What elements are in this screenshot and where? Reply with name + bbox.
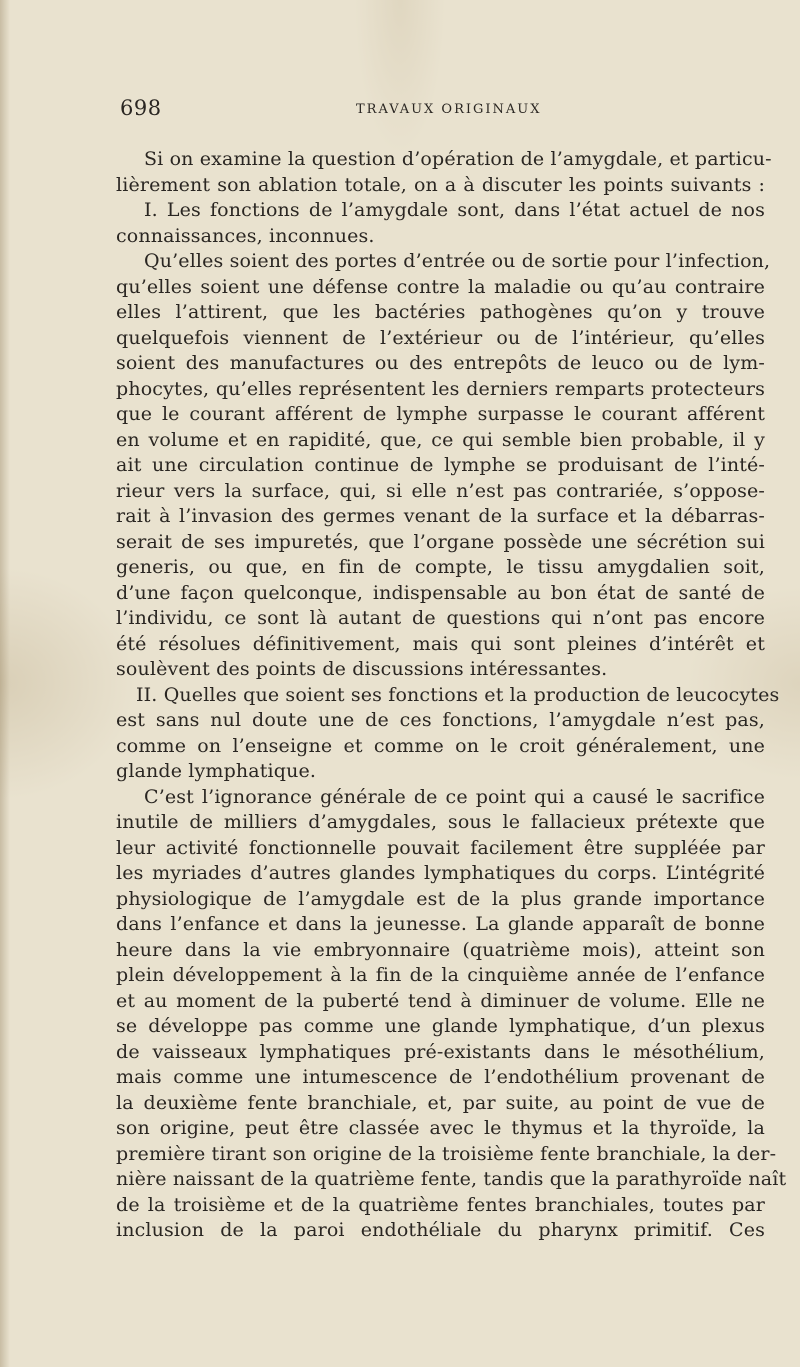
text-line: leur activité fonctionnelle pouvait facilement être suppléée par [116, 836, 765, 859]
text-line: serait de ses impuretés, que l’organe possède une sécrétion sui [116, 530, 765, 553]
text-line: se développe pas comme une glande lymphatique, d’un plexus [116, 1015, 765, 1037]
text-line: lièrement son ablation totale, on a à discuter les points suivants : [116, 173, 765, 196]
page-number: 698 [120, 96, 162, 120]
text-line: Qu’elles soient des portes d’entrée ou de sortie pour l’infection, [144, 250, 771, 272]
text-line: de vaisseaux lymphatiques pré-existants dans le mésothélium, [116, 1040, 765, 1063]
text-line: son origine, peut être classée avec le thymus et la thyroïde, la [116, 1117, 765, 1139]
text-line: de la troisième et de la quatrième fentes branchiales, toutes par [116, 1193, 765, 1216]
text-line: inclusion de la paroi endothéliale du pharynx primitif. Ces [116, 1219, 765, 1241]
text-line: et au moment de la puberté tend à diminuer de volume. Elle ne [116, 989, 765, 1012]
text-line: glande lymphatique. [116, 760, 317, 782]
text-line: II. Quelles que soient ses fonctions et la production de leucocytes [136, 683, 780, 706]
text-line: première tirant son origine de la troisième fente branchiale, la der- [116, 1142, 777, 1165]
text-line: elles l’attirent, que les bactéries pathogènes qu’on y trouve [116, 301, 765, 323]
text-line: Si on examine la question d’opération de l’amygdale, et particu- [144, 148, 772, 170]
text-line: d’une façon quelconque, indispensable au bon état de santé de [116, 581, 765, 604]
text-line: comme on l’enseigne et comme on le croit généralement, une [116, 734, 765, 757]
text-line: dans l’enfance et dans la jeunesse. La glande apparaît de bonne [116, 913, 765, 935]
text-line: les myriades d’autres glandes lymphatiques du corps. L’intégrité [116, 862, 765, 884]
text-line: nière naissant de la quatrième fente, tandis que la parathyroïde naît [116, 1168, 787, 1190]
page-header [120, 96, 760, 126]
text-line: physiologique de l’amygdale est de la plus grande importance [116, 887, 765, 910]
text-line: est sans nul doute une de ces fonctions, l’amygdale n’est pas, [116, 709, 765, 731]
text-line: la deuxième fente branchiale, et, par suite, au point de vue de [116, 1091, 765, 1114]
text-line: phocytes, qu’elles représentent les derniers remparts protecteurs [116, 377, 765, 400]
text-line: rieur vers la surface, qui, si elle n’est pas contrariée, s’oppose- [116, 479, 765, 502]
text-line: été résolues définitivement, mais qui sont pleines d’intérêt et [116, 632, 765, 655]
text-line: en volume et en rapidité, que, ce qui semble bien probable, il y [116, 428, 765, 451]
text-line: heure dans la vie embryonnaire (quatrième mois), atteint son [116, 938, 765, 961]
text-line: l’individu, ce sont là autant de questions qui n’ont pas encore [116, 607, 765, 629]
text-line: C’est l’ignorance générale de ce point qui a causé le sacrifice [144, 785, 765, 808]
text-line: I. Les fonctions de l’amygdale sont, dans l’état actuel de nos [144, 199, 765, 221]
text-line: rait à l’invasion des germes venant de la surface et la débarras- [116, 505, 765, 527]
text-line: quelquefois viennent de l’extérieur ou de l’intérieur, qu’elles [116, 326, 765, 349]
body-text [116, 147, 787, 1244]
text-line: generis, ou que, en fin de compte, le tissu amygdalien soit, [116, 556, 765, 578]
text-line: mais comme une intumescence de l’endothélium provenant de [116, 1066, 765, 1088]
text-line: connaissances, inconnues. [116, 224, 375, 247]
text-line: que le courant afférent de lymphe surpasse le courant afférent [116, 403, 765, 425]
running-head: TRAVAUX ORIGINAUX [356, 102, 542, 117]
text-line: inutile de milliers d’amygdales, sous le fallacieux prétexte que [116, 811, 765, 833]
text-line: qu’elles soient une défense contre la maladie ou qu’au contraire [116, 275, 765, 298]
text-line: soulèvent des points de discussions intéressantes. [116, 658, 608, 680]
text-line: plein développement à la fin de la cinquième année de l’enfance [116, 964, 765, 986]
page-edge-shadow [0, 0, 10, 1367]
text-line: ait une circulation continue de lymphe se produisant de l’inté- [116, 454, 765, 476]
text-line: soient des manufactures ou des entrepôts de leuco ou de lym- [116, 352, 765, 374]
